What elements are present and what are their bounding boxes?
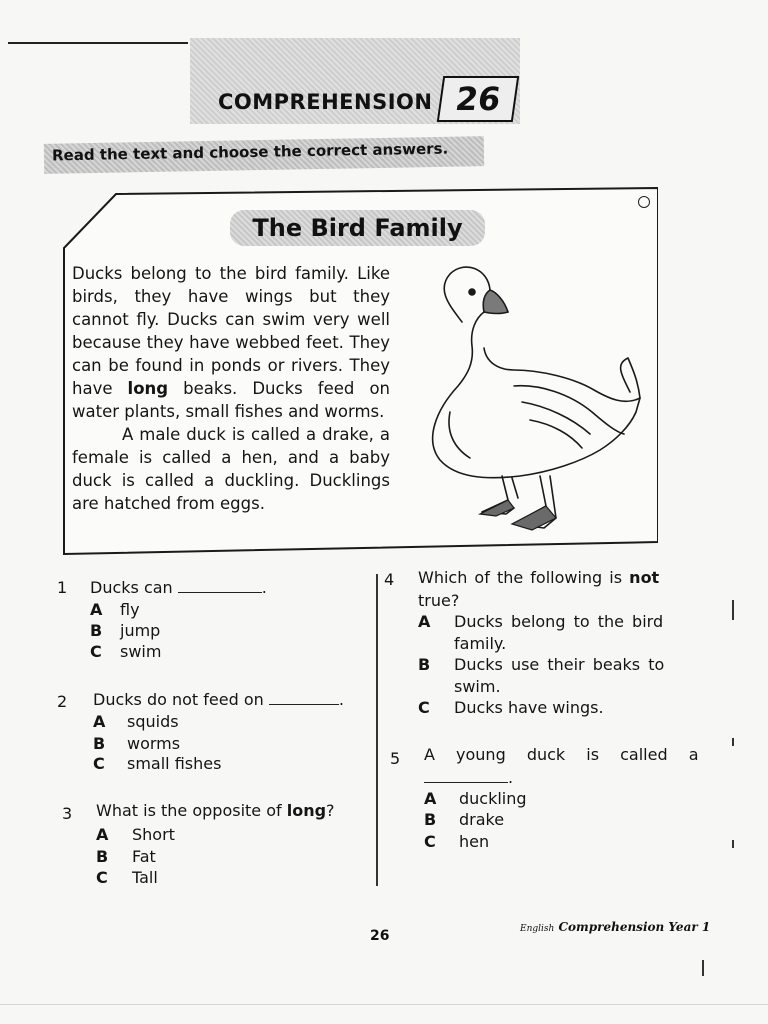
option-c[interactable] bbox=[418, 698, 604, 717]
margin-mark bbox=[732, 600, 734, 620]
option-b[interactable] bbox=[90, 621, 160, 640]
option-b[interactable] bbox=[93, 734, 180, 753]
option-a[interactable] bbox=[90, 600, 140, 619]
option-text: Ducks use their beaks to bbox=[454, 655, 665, 674]
answer-blank bbox=[424, 770, 508, 783]
option-c[interactable] bbox=[90, 642, 161, 661]
option-a[interactable] bbox=[96, 825, 175, 844]
top-rule bbox=[8, 42, 188, 44]
story-text-segment: beaks. Ducks feed on water plants, small fishes and worms. bbox=[72, 379, 390, 421]
option-letter: C bbox=[96, 868, 108, 887]
option-letter: B bbox=[424, 810, 437, 829]
page-edge bbox=[0, 1004, 768, 1005]
question-bold-word: long bbox=[286, 801, 327, 820]
option-letter: B bbox=[90, 621, 103, 640]
margin-mark bbox=[732, 840, 734, 848]
option-c[interactable] bbox=[96, 868, 158, 887]
margin-mark bbox=[702, 960, 704, 976]
book-title-main: Comprehension Year 1 bbox=[558, 920, 711, 934]
question-text-segment: What is the opposite of bbox=[96, 801, 287, 820]
option-text: squids bbox=[127, 712, 179, 731]
margin-mark bbox=[732, 738, 734, 746]
option-letter: C bbox=[424, 832, 436, 851]
option-b[interactable] bbox=[96, 847, 156, 866]
question-end: . bbox=[508, 768, 514, 787]
story-title: The Bird Family bbox=[252, 214, 463, 242]
option-letter: A bbox=[93, 712, 106, 731]
question-number: 1 bbox=[57, 578, 68, 597]
option-letter: C bbox=[90, 642, 102, 661]
answer-blank bbox=[269, 692, 339, 705]
question-text bbox=[93, 690, 344, 709]
option-text: jump bbox=[120, 621, 161, 640]
option-text: Fat bbox=[132, 847, 156, 866]
ring-icon bbox=[638, 196, 650, 208]
option-letter: C bbox=[418, 698, 430, 717]
question-number: 4 bbox=[384, 570, 395, 589]
option-text: swim bbox=[120, 642, 162, 661]
option-b[interactable] bbox=[418, 655, 664, 674]
question-text: A young duck is called a bbox=[424, 745, 699, 764]
option-a[interactable] bbox=[93, 712, 179, 731]
option-c[interactable] bbox=[93, 754, 221, 773]
story-bold-word: long bbox=[127, 379, 169, 398]
column-divider bbox=[376, 574, 378, 886]
instruction-text: Read the text and choose the correct answers. bbox=[51, 139, 449, 165]
option-text: Tall bbox=[132, 868, 158, 887]
answer-blank-line bbox=[424, 768, 513, 787]
story-paragraph-2: A male duck is called a drake, a female is called a hen, and a baby duck is called a duckling. Ducklings are hatched from eggs. bbox=[72, 425, 390, 513]
option-c[interactable] bbox=[424, 832, 489, 851]
option-letter: A bbox=[90, 600, 103, 619]
question-text-segment: Ducks do not feed on bbox=[93, 690, 264, 709]
question-end: . bbox=[261, 578, 267, 597]
option-letter: B bbox=[96, 847, 109, 866]
option-text: duckling bbox=[459, 789, 527, 808]
worksheet-title: COMPREHENSION bbox=[218, 90, 433, 114]
page-number: 26 bbox=[370, 928, 390, 944]
option-letter: B bbox=[93, 734, 106, 753]
question-text bbox=[90, 578, 267, 597]
answer-blank bbox=[178, 580, 262, 593]
book-title-prefix: English bbox=[520, 924, 555, 934]
option-b[interactable] bbox=[424, 810, 504, 829]
story-paragraph-1 bbox=[72, 262, 390, 423]
option-text: Ducks have wings. bbox=[454, 698, 604, 717]
option-a[interactable] bbox=[424, 789, 527, 808]
option-a[interactable] bbox=[418, 612, 663, 631]
question-text-segment: ? bbox=[326, 801, 335, 820]
option-letter: A bbox=[96, 825, 109, 844]
question-text-line-2: true? bbox=[418, 591, 460, 610]
question-number: 2 bbox=[57, 692, 68, 711]
question-bold-word: not bbox=[629, 568, 660, 587]
question-text-segment: Ducks can bbox=[90, 578, 173, 597]
option-letter: A bbox=[424, 789, 437, 808]
duck-illustration bbox=[410, 262, 650, 534]
option-text: worms bbox=[127, 734, 181, 753]
option-text: fly bbox=[120, 600, 140, 619]
story-text bbox=[72, 262, 390, 515]
option-text: drake bbox=[459, 810, 505, 829]
option-text: Ducks belong to the bird bbox=[454, 612, 664, 631]
story-text-segment: Ducks belong to the bird family. Like birds, they have wings but they cannot fly. Ducks can swim very well because they have webbed feet. They can be found in ponds or rivers. They have bbox=[72, 264, 390, 398]
question-text bbox=[96, 801, 335, 820]
question-number: 3 bbox=[62, 804, 73, 823]
option-letter: A bbox=[418, 612, 431, 631]
option-text: small fishes bbox=[127, 754, 222, 773]
option-letter: C bbox=[93, 754, 105, 773]
question-text-segment: Which of the following is bbox=[418, 568, 630, 587]
option-text: hen bbox=[459, 832, 490, 851]
question-end: . bbox=[338, 690, 344, 709]
question-number: 5 bbox=[390, 749, 401, 768]
option-letter: B bbox=[418, 655, 431, 674]
question-text bbox=[418, 568, 659, 587]
option-a-line-2: family. bbox=[454, 634, 507, 653]
book-title bbox=[520, 920, 710, 934]
option-b-line-2: swim. bbox=[454, 677, 501, 696]
worksheet-number: 26 bbox=[437, 76, 519, 122]
option-text: Short bbox=[132, 825, 175, 844]
